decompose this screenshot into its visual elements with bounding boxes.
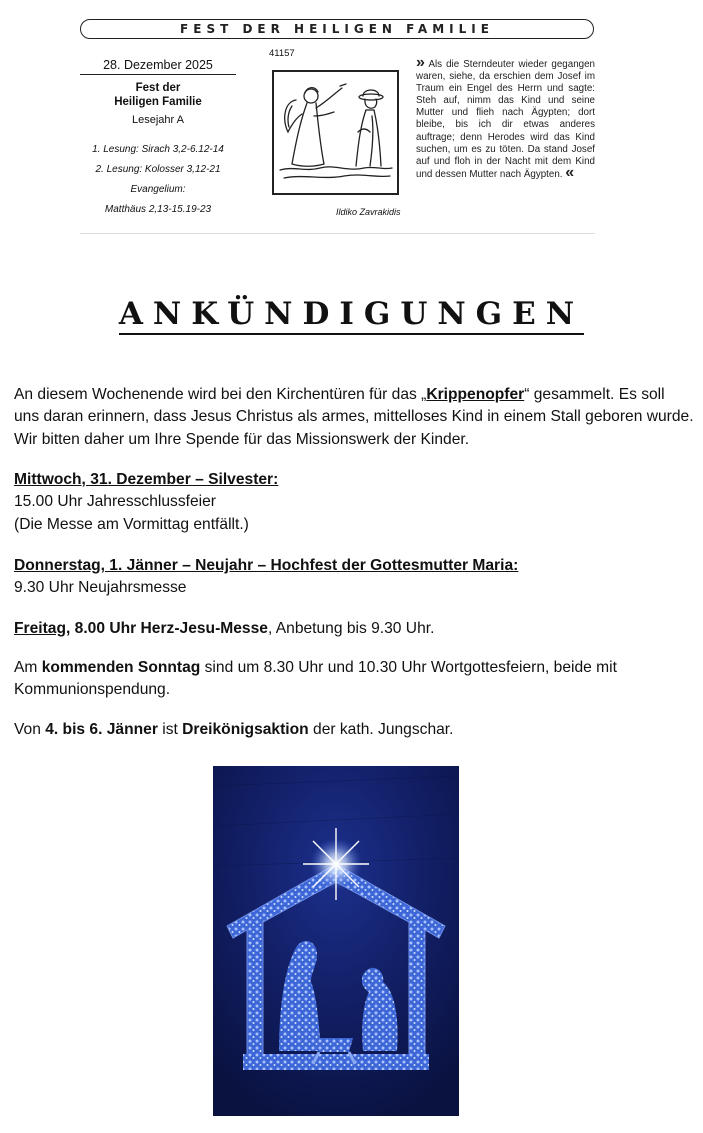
silvester-paragraph <box>14 469 694 536</box>
silvester-heading: Mittwoch, 31. Dezember – Silvester: <box>14 471 279 488</box>
nativity-picture <box>213 766 459 1116</box>
p6-text-mid: ist <box>157 721 183 738</box>
p6-text-start: Von <box>14 721 46 738</box>
neujahr-line-1: 9.30 Uhr Neujahrsmesse <box>14 579 187 597</box>
herz-jesu-event: 8.00 Uhr Herz-Jesu-Messe <box>74 620 268 637</box>
gospel-excerpt <box>416 54 596 181</box>
gospel-text: Als die Sterndeuter wieder gegangen waren, siehe, da erschien dem Josef im Traum ein Engel des Herrn und sagte: Steh auf, nimm das Kind und seine Mutter und flieh nach Ägypten; dort bleibe, bis ich dir etwas anderes auftrage; denn Herodes wird das Kind suchen, um es zu töten. Da stand Josef auf und floh in der Nacht mit dem Kind und dessen Mutter nach Ägypten. <box>416 59 596 180</box>
liturgy-date: 28. Dezember 2025 <box>80 58 236 75</box>
closing-quote-mark: « <box>565 163 575 181</box>
reading-2: 2. Lesung: Kolosser 3,12-21 <box>95 164 221 175</box>
p4-text-end: , Anbetung bis 9.30 Uhr. <box>267 620 435 637</box>
liturgy-info <box>80 58 236 224</box>
friday-label: Freitag <box>14 620 66 637</box>
sonntag-paragraph <box>14 657 694 702</box>
feast-line-1: Fest der <box>135 82 181 94</box>
readings-list <box>80 144 236 216</box>
p1-text-end: “ gesammelt. Es soll uns daran erinnern, dass Jesus Christus als armes, mittelloses Kind in einem Stall geboren wurde. Wir bitten daher um Ihre Spende für das Missionswerk der Kinder. <box>14 386 694 448</box>
header-banner <box>80 19 594 39</box>
p5-text-start: Am <box>14 659 42 676</box>
krippenopfer-highlight: Krippenopfer <box>426 386 525 403</box>
dreikoenig-paragraph <box>14 719 694 741</box>
illustration-artist: Ildiko Zavrakidis <box>336 207 401 217</box>
silvester-line-1: 15.00 Uhr Jahresschlussfeier <box>14 493 216 511</box>
p4-separator: , <box>66 620 75 637</box>
gospel-ref: Matthäus 2,13-15.19-23 <box>104 204 212 215</box>
next-sunday-highlight: kommenden Sonntag <box>41 659 201 676</box>
nativity-scene <box>213 766 459 1116</box>
herz-jesu-paragraph <box>14 618 694 640</box>
neujahr-paragraph <box>14 555 694 600</box>
banner-title: FEST DER HEILIGEN FAMILIE <box>180 22 494 36</box>
dreikoenig-dates: 4. bis 6. Jänner <box>45 721 158 738</box>
p6-text-end: der kath. Jungschar. <box>308 721 454 738</box>
gospel-reference <box>80 184 236 216</box>
header-divider <box>80 233 595 234</box>
feast-name <box>80 81 236 109</box>
neujahr-heading: Donnerstag, 1. Jänner – Neujahr – Hochfest der Gottesmutter Maria: <box>14 557 519 574</box>
p1-text-start: An diesem Wochenende wird bei den Kirchentüren für das „ <box>14 386 427 403</box>
image-number: 41157 <box>269 48 295 59</box>
angel-joseph-illustration <box>272 70 399 195</box>
silvester-line-2: (Die Messe am Vormittag entfällt.) <box>14 515 249 533</box>
p5-text-end: sind um 8.30 Uhr und 10.30 Uhr Wortgottesfeiern, beide mit Kommunionspendung. <box>14 659 617 699</box>
reading-1: 1. Lesung: Sirach 3,2-6.12-14 <box>92 144 224 155</box>
krippenopfer-paragraph <box>14 384 694 451</box>
angel-joseph-drawing <box>274 72 397 193</box>
announcements-heading: ANKÜNDIGUNGEN <box>119 296 584 335</box>
lesejahr: Lesejahr A <box>132 114 184 126</box>
opening-quote-mark: » <box>416 54 425 71</box>
gospel-label: Evangelium: <box>130 184 186 195</box>
feast-line-2: Heiligen Familie <box>114 96 202 108</box>
announcements-title <box>0 296 703 332</box>
dreikoenigsaktion-highlight: Dreikönigsaktion <box>182 721 309 738</box>
